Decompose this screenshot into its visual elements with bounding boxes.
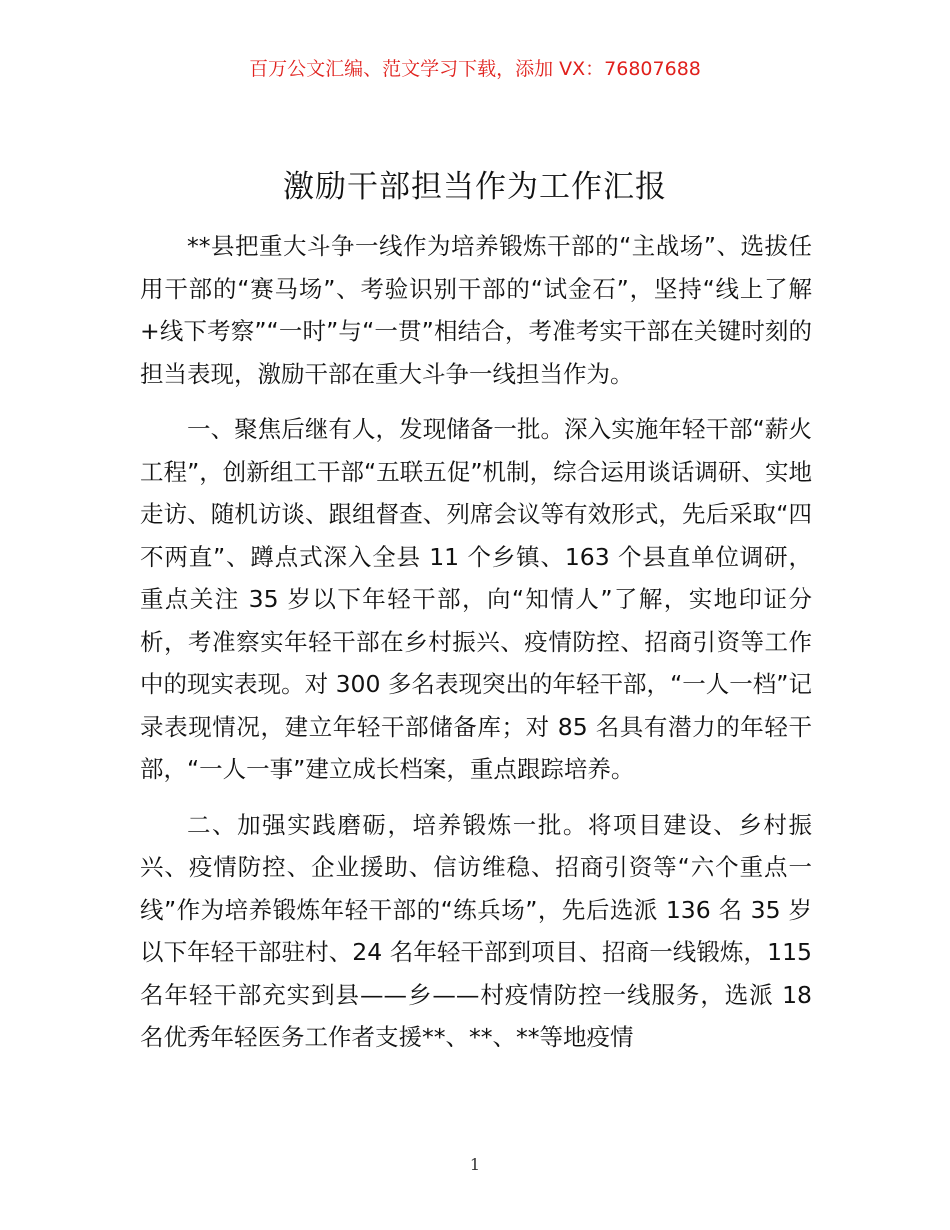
document-body: [140, 225, 812, 1059]
document-title: 激励干部担当作为工作汇报: [283, 169, 667, 205]
paragraph-intro: **县把重大斗争一线作为培养锻炼干部的“主战场”、选拔任用干部的“赛马场”、考验识别干部的“试金石”，坚持“线上了解+线下考察”“一时”与“一贯”相结合，考准考实干部在关键时刻的担当表现，激励干部在重大斗争一线担当作为。: [140, 232, 812, 388]
paragraph-section-1: 一、聚焦后继有人，发现储备一批。深入实施年轻干部“薪火工程”，创新组工干部“五联五促”机制，综合运用谈话调研、实地走访、随机访谈、跟组督查、列席会议等有效形式，先后采取“四不两直”、蹲点式深入全县 11 个乡镇、163 个县直单位调研，重点关注 35 岁以下年轻干部，向“知情人”了解，实地印证分析，考准察实年轻干部在乡村振兴、疫情防控、招商引资等工作中的现实表现。对 300 多名表现突出的年轻干部，“一人一档”记录表现情况，建立年轻干部储备库；对 85 名具有潜力的年轻干部，“一人一事”建立成长档案，重点跟踪培养。: [140, 415, 812, 783]
header-banner: 百万公文汇编、范文学习下载，添加 VX：76807688: [249, 58, 701, 80]
page-number: 1: [469, 1155, 481, 1174]
paragraph-section-2: 二、加强实践磨砺，培养锻炼一批。将项目建设、乡村振兴、疫情防控、企业援助、信访维稳、招商引资等“六个重点一线”作为培养锻炼年轻干部的“练兵场”，先后选派 136 名 35 岁以下年轻干部驻村、24 名年轻干部到项目、招商一线锻炼，115 名年轻干部充实到县——乡——村疫情防控一线服务，选派 18 名优秀年轻医务工作者支援**、**、**等地疫情: [140, 810, 812, 1051]
